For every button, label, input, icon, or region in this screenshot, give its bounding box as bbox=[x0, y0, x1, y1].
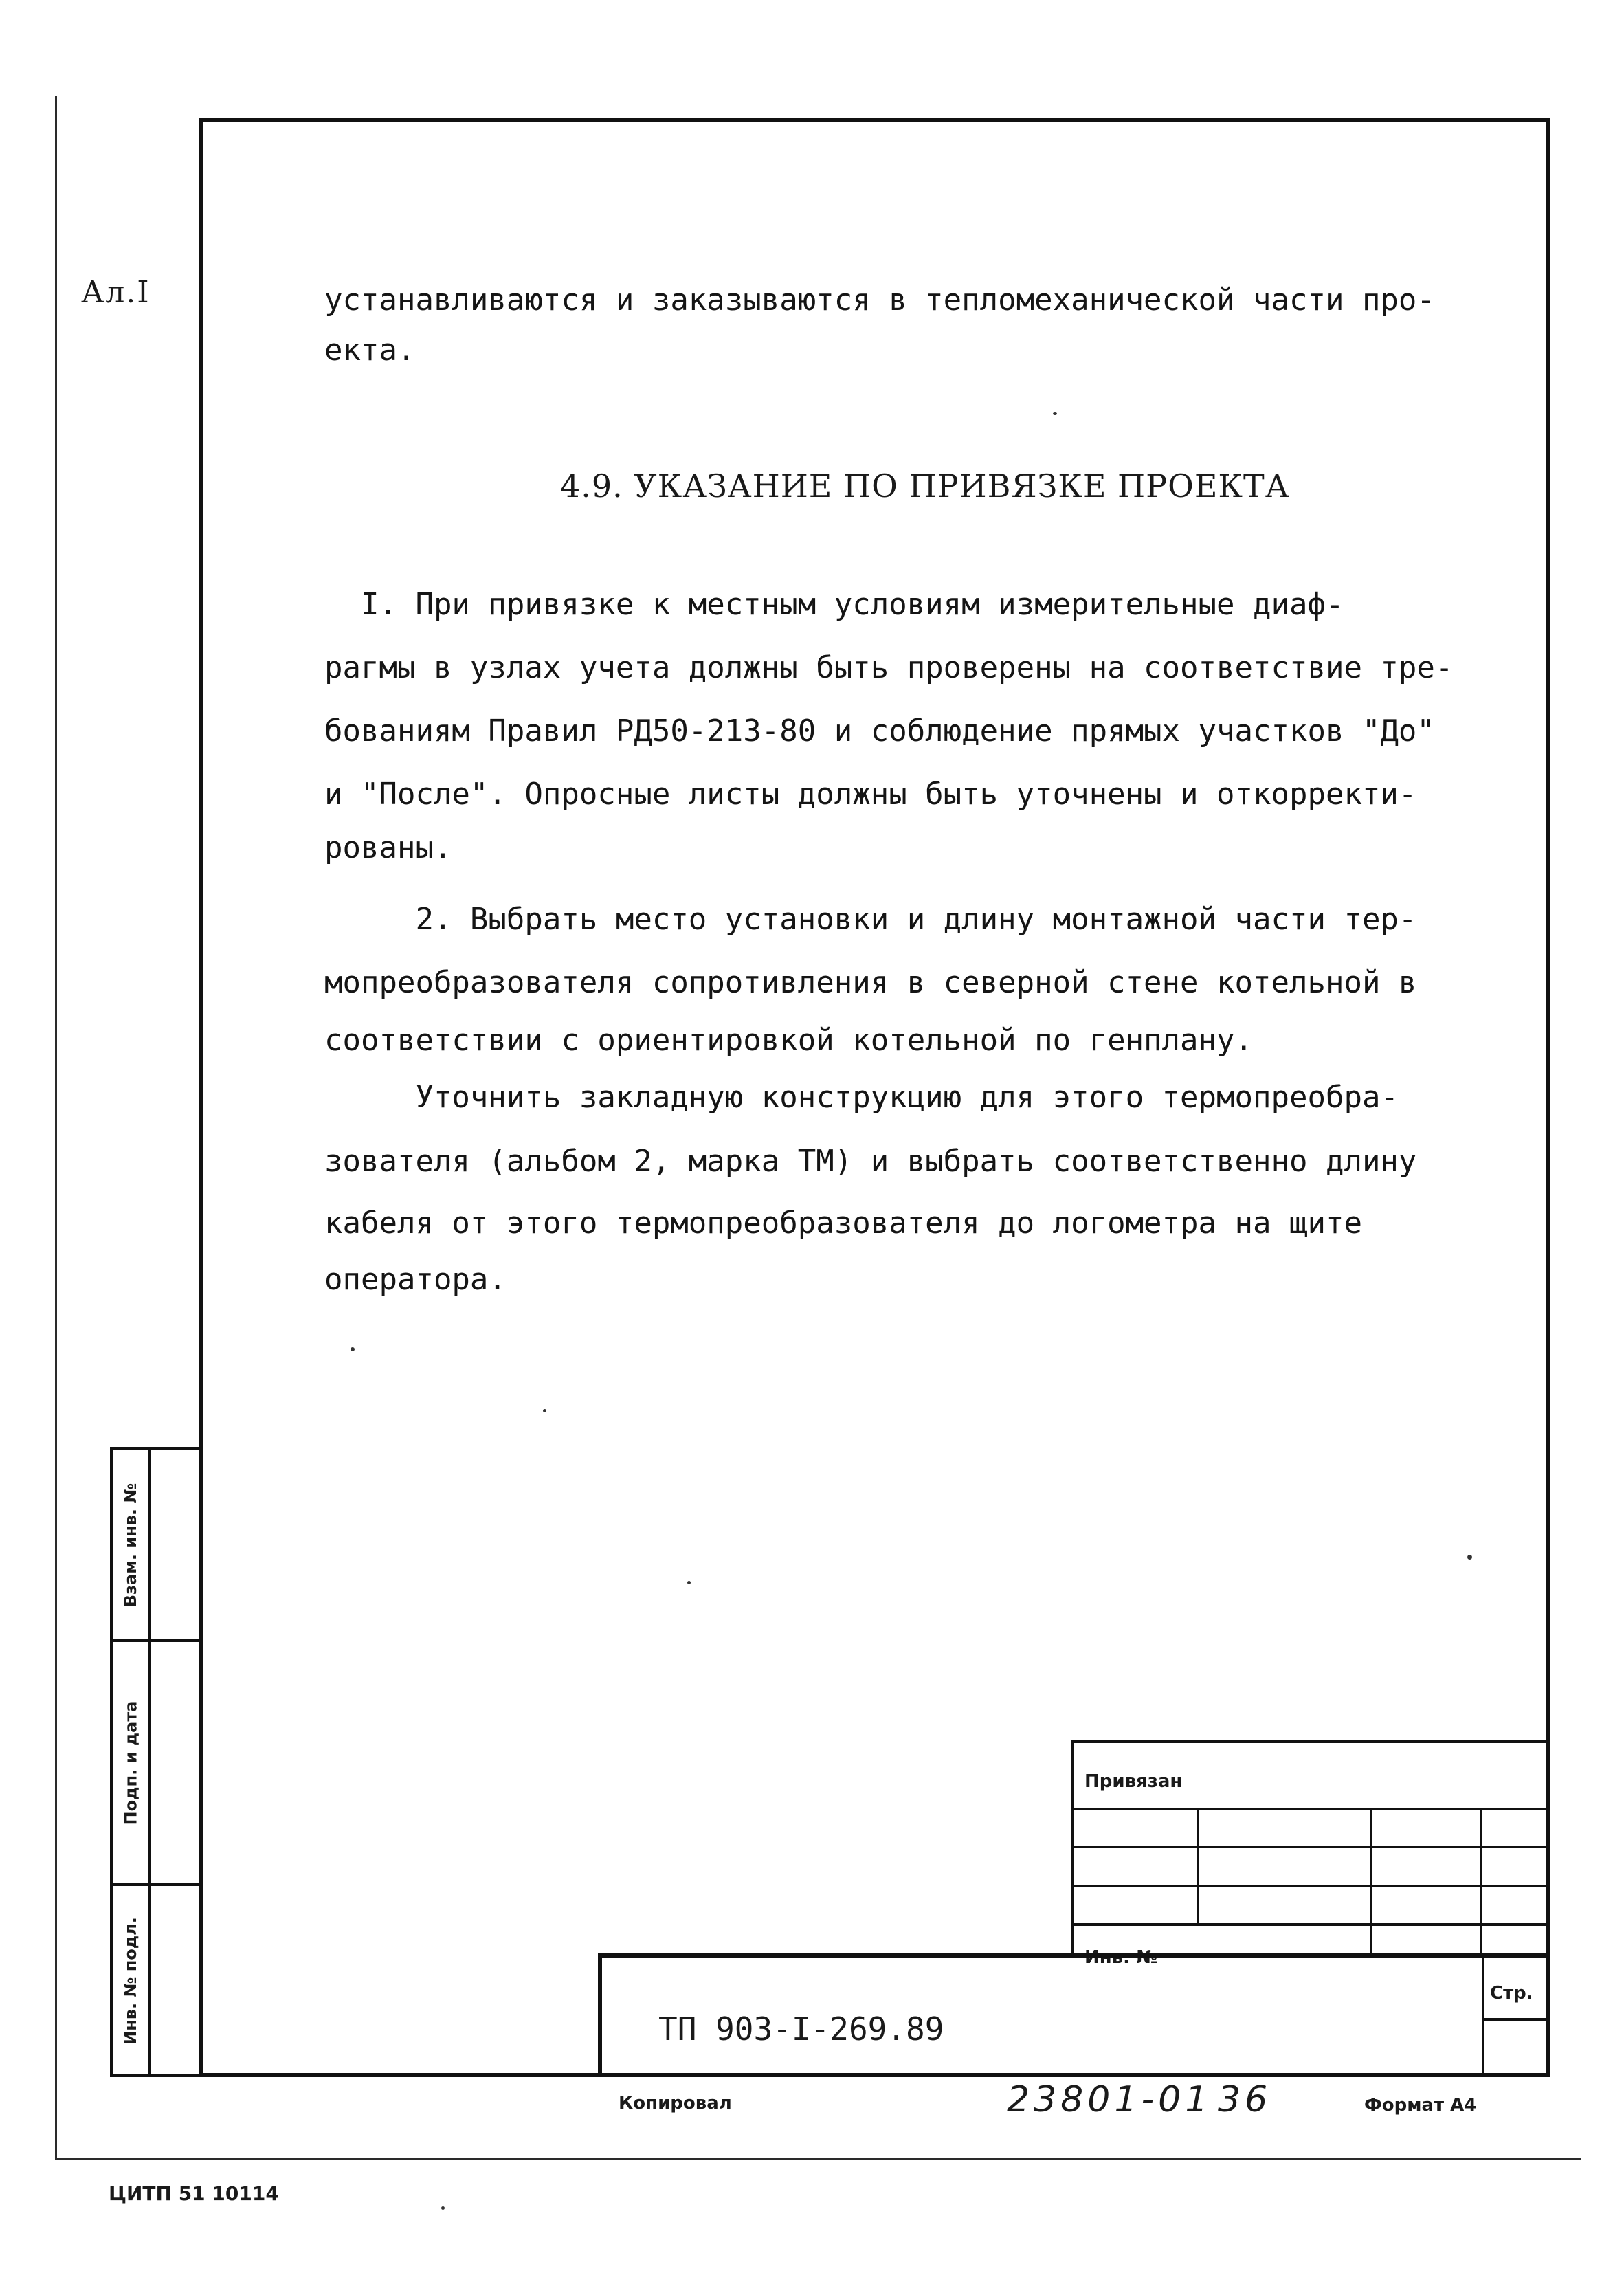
side-label-signature-date: Подп. и дата bbox=[121, 1700, 140, 1825]
paragraph-line: зователя (альбом 2, марка ТМ) и выбрать соответственно длину bbox=[324, 1144, 1417, 1179]
paragraph-line: соответствии с ориентировкой котельной по генплану. bbox=[324, 1023, 1254, 1058]
printer-mark: ЦИТП 51 10114 bbox=[109, 2182, 279, 2205]
inv-label: Инв. № bbox=[1084, 1947, 1158, 1968]
document-code: ТП 903-I-269.89 bbox=[658, 2010, 944, 2048]
intro-line: екта. bbox=[324, 333, 416, 368]
paragraph-line: рагмы в узлах учета должны быть проверены на соответствие тре- bbox=[324, 650, 1454, 685]
copied-label: Копировал bbox=[619, 2093, 732, 2114]
paragraph-line: бованиям Правил РД50-213-80 и соблюдение прямых участков "До" bbox=[324, 713, 1435, 749]
paragraph-line: оператора. bbox=[324, 1262, 507, 1297]
handwritten-page: 36 bbox=[1218, 2079, 1272, 2120]
handwritten-number: 23801-01 bbox=[1007, 2079, 1212, 2120]
format-label: Формат А4 bbox=[1364, 2095, 1477, 2116]
scan-speck bbox=[441, 2206, 445, 2210]
paragraph-line: 2. Выбрать место установки и длину монтажной части тер- bbox=[324, 902, 1417, 937]
side-label-replacement-inv: Взам. инв. № bbox=[121, 1483, 140, 1607]
scan-speck bbox=[1467, 1555, 1472, 1560]
side-stamp-strip bbox=[110, 1447, 203, 2077]
page-label: Стр. bbox=[1490, 1983, 1533, 2004]
paragraph-line: мопреобразователя сопротивления в северной стене котельной в bbox=[324, 965, 1417, 1000]
scan-speck bbox=[543, 1409, 546, 1412]
section-heading: 4.9. УКАЗАНИЕ ПО ПРИВЯЗКЕ ПРОЕКТА bbox=[560, 467, 1290, 505]
side-label-original-inv: Инв. № подл. bbox=[121, 1916, 140, 2045]
paragraph-line: I. При привязке к местным условиям измерительные диаф- bbox=[324, 587, 1344, 622]
paragraph-line: и "После". Опросные листы должны быть уточнены и откорректи- bbox=[324, 777, 1417, 812]
bound-label: Привязан bbox=[1084, 1771, 1183, 1792]
paragraph-line: рованы. bbox=[324, 830, 452, 865]
trim-line-left bbox=[55, 96, 57, 2158]
paragraph-line: кабеля от этого термопреобразователя до логометра на щите bbox=[324, 1206, 1362, 1241]
intro-line: устанавливаются и заказываются в тепломеханической части про- bbox=[324, 282, 1435, 318]
scan-speck bbox=[1053, 412, 1057, 415]
scan-speck bbox=[687, 1581, 691, 1584]
paragraph-line: Уточнить закладную конструкцию для этого термопреобра- bbox=[324, 1080, 1399, 1115]
sheet-label: Ал.I bbox=[81, 275, 151, 310]
scan-speck bbox=[351, 1347, 355, 1351]
trim-line-bottom bbox=[55, 2158, 1581, 2160]
